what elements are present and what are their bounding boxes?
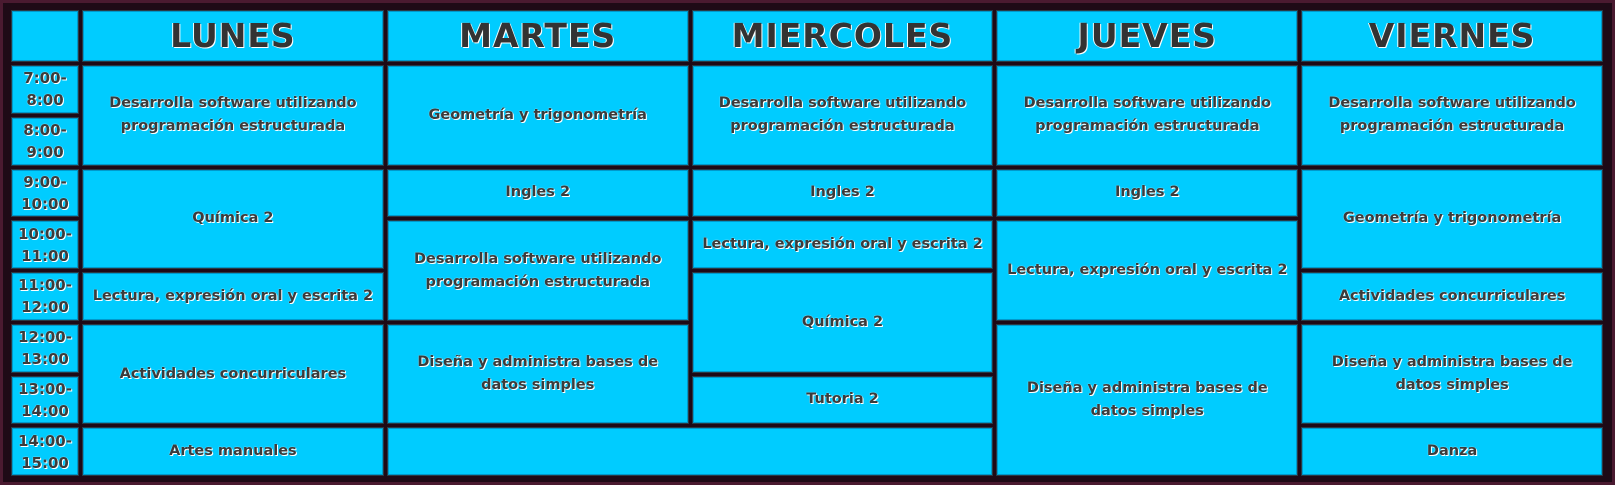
day-header-martes: MARTES — [387, 10, 689, 62]
time-slot — [11, 272, 79, 321]
day-header-lunes: LUNES — [82, 10, 384, 62]
class-cell: Desarrolla software utilizando programación estructurada — [692, 65, 994, 166]
class-cell: Tutoria 2 — [692, 376, 994, 425]
class-cell: Lectura, expresión oral y escrita 2 — [82, 272, 384, 321]
time-end: 8:00 — [26, 91, 64, 110]
class-cell: Danza — [1301, 427, 1603, 476]
time-start: 9:00- — [23, 172, 67, 191]
class-cell: Actividades concurriculares — [82, 324, 384, 425]
time-start: 12:00- — [18, 328, 72, 347]
time-end: 14:00 — [21, 401, 69, 420]
time-row — [11, 427, 1603, 476]
time-row — [11, 65, 1603, 114]
time-end: 12:00 — [21, 298, 69, 317]
time-start: 8:00- — [23, 121, 67, 140]
time-start: 14:00- — [18, 431, 72, 450]
class-cell: Desarrolla software utilizando programación estructurada — [387, 220, 689, 321]
time-row — [11, 272, 1603, 321]
time-slot — [11, 220, 79, 269]
class-cell: Geometría y trigonometría — [387, 65, 689, 166]
class-schedule-table — [8, 7, 1606, 479]
class-cell: Lectura, expresión oral y escrita 2 — [692, 220, 994, 269]
time-slot — [11, 117, 79, 166]
corner-cell — [11, 10, 79, 62]
time-start: 11:00- — [18, 276, 72, 295]
time-slot — [11, 65, 79, 114]
class-cell: Química 2 — [692, 272, 994, 373]
empty-cell — [387, 427, 994, 476]
time-row — [11, 169, 1603, 218]
class-cell: Desarrolla software utilizando programación estructurada — [996, 65, 1298, 166]
class-cell: Ingles 2 — [996, 169, 1298, 218]
class-cell: Desarrolla software utilizando programación estructurada — [82, 65, 384, 166]
time-slot — [11, 324, 79, 373]
time-start: 10:00- — [18, 224, 72, 243]
class-cell: Diseña y administra bases de datos simples — [1301, 324, 1603, 425]
class-cell: Diseña y administra bases de datos simples — [387, 324, 689, 425]
time-slot — [11, 427, 79, 476]
class-cell: Ingles 2 — [387, 169, 689, 218]
day-header-miercoles: MIERCOLES — [692, 10, 994, 62]
time-end: 13:00 — [21, 350, 69, 369]
header-row — [11, 10, 1603, 62]
time-start: 13:00- — [18, 379, 72, 398]
time-end: 9:00 — [26, 143, 64, 162]
day-header-jueves: JUEVES — [996, 10, 1298, 62]
class-cell: Lectura, expresión oral y escrita 2 — [996, 220, 1298, 321]
time-slot — [11, 169, 79, 218]
class-cell: Ingles 2 — [692, 169, 994, 218]
day-header-viernes: VIERNES — [1301, 10, 1603, 62]
time-slot — [11, 376, 79, 425]
class-cell: Artes manuales — [82, 427, 384, 476]
time-start: 7:00- — [23, 69, 67, 88]
time-end: 15:00 — [21, 453, 69, 472]
class-cell: Desarrolla software utilizando programación estructurada — [1301, 65, 1603, 166]
class-cell: Actividades concurriculares — [1301, 272, 1603, 321]
class-cell: Geometría y trigonometría — [1301, 169, 1603, 270]
time-end: 11:00 — [21, 246, 69, 265]
class-cell: Química 2 — [82, 169, 384, 270]
class-cell: Diseña y administra bases de datos simples — [996, 324, 1298, 476]
time-end: 10:00 — [21, 194, 69, 213]
